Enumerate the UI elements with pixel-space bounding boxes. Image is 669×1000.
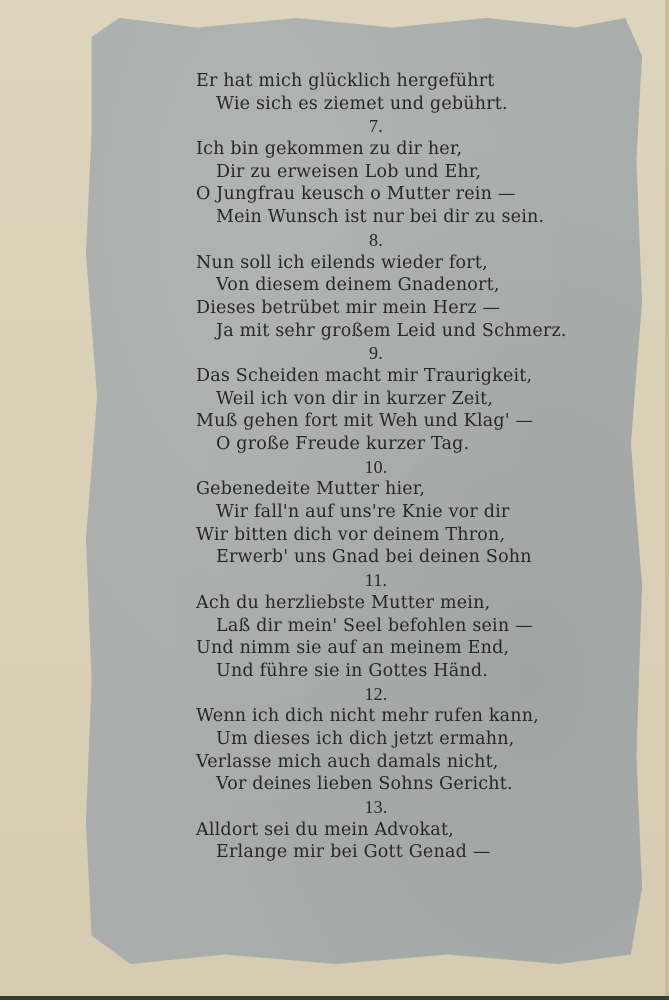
- poem-line: Alldort sei du mein Advokat,: [196, 819, 454, 840]
- poem-line: Ja mit sehr großem Leid und Schmerz.: [216, 320, 567, 341]
- poem-line: Wie sich es ziemet und gebührt.: [216, 93, 508, 114]
- stanza-number: 11.: [364, 570, 388, 591]
- stanza-number: 12.: [364, 683, 388, 704]
- poem-line: Muß gehen fort mit Weh und Klag' —: [196, 411, 534, 432]
- stanza-number: 8.: [369, 229, 383, 250]
- poem-line: Dir zu erweisen Lob und Ehr,: [216, 161, 482, 182]
- poem-line: Um dieses ich dich jetzt ermahn,: [216, 728, 515, 749]
- poem-line: Erwerb' uns Gnad bei deinen Sohn: [216, 547, 532, 568]
- poem-line: Wir bitten dich vor deinem Thron,: [196, 524, 506, 545]
- poem-line: Laß dir mein' Seel befohlen sein —: [216, 615, 533, 636]
- poem-line: Ich bin gekommen zu dir her,: [196, 139, 463, 160]
- poem-line: Ach du herzliebste Mutter mein,: [196, 592, 491, 613]
- stanza-number: 13.: [364, 797, 388, 817]
- poem-line: Und führe sie in Gottes Händ.: [216, 660, 489, 681]
- stanza-number: 7.: [369, 116, 383, 137]
- poem-line: Nun soll ich eilends wieder fort,: [196, 252, 488, 273]
- mount-right-edge: [665, 0, 669, 1000]
- poem-line: Von diesem deinem Gnadenort,: [216, 275, 500, 296]
- stanza-number: 10.: [364, 456, 388, 477]
- poem-line: Er hat mich glücklich hergeführt: [196, 71, 495, 91]
- poem-line: O Jungfrau keusch o Mutter rein —: [196, 184, 516, 205]
- poem-line: Erlange mir bei Gott Genad —: [216, 842, 491, 863]
- poem-line: Das Scheiden macht mir Traurigkeit,: [196, 365, 533, 386]
- poem-line: Und nimm sie auf an meinem End,: [196, 638, 510, 659]
- stanza-number: 9.: [369, 343, 383, 364]
- poem-line: O große Freude kurzer Tag.: [216, 434, 470, 454]
- poem-line: Verlasse mich auch damals nicht,: [196, 751, 499, 772]
- poem-line: Weil ich von dir in kurzer Zeit,: [216, 388, 494, 409]
- poem-line: Mein Wunsch ist nur bei dir zu sein.: [216, 207, 545, 228]
- poem-line: Wenn ich dich nicht mehr rufen kann,: [196, 706, 540, 727]
- poem-text: [196, 70, 596, 864]
- poem-line: Dieses betrübet mir mein Herz —: [196, 297, 501, 318]
- poem-line: Gebenedeite Mutter hier,: [196, 479, 426, 500]
- mount-bottom-edge: [0, 996, 669, 1000]
- poem-line: Wir fall'n auf uns're Knie vor dir: [216, 502, 510, 523]
- poem-line: Vor deines lieben Sohns Gericht.: [216, 774, 513, 795]
